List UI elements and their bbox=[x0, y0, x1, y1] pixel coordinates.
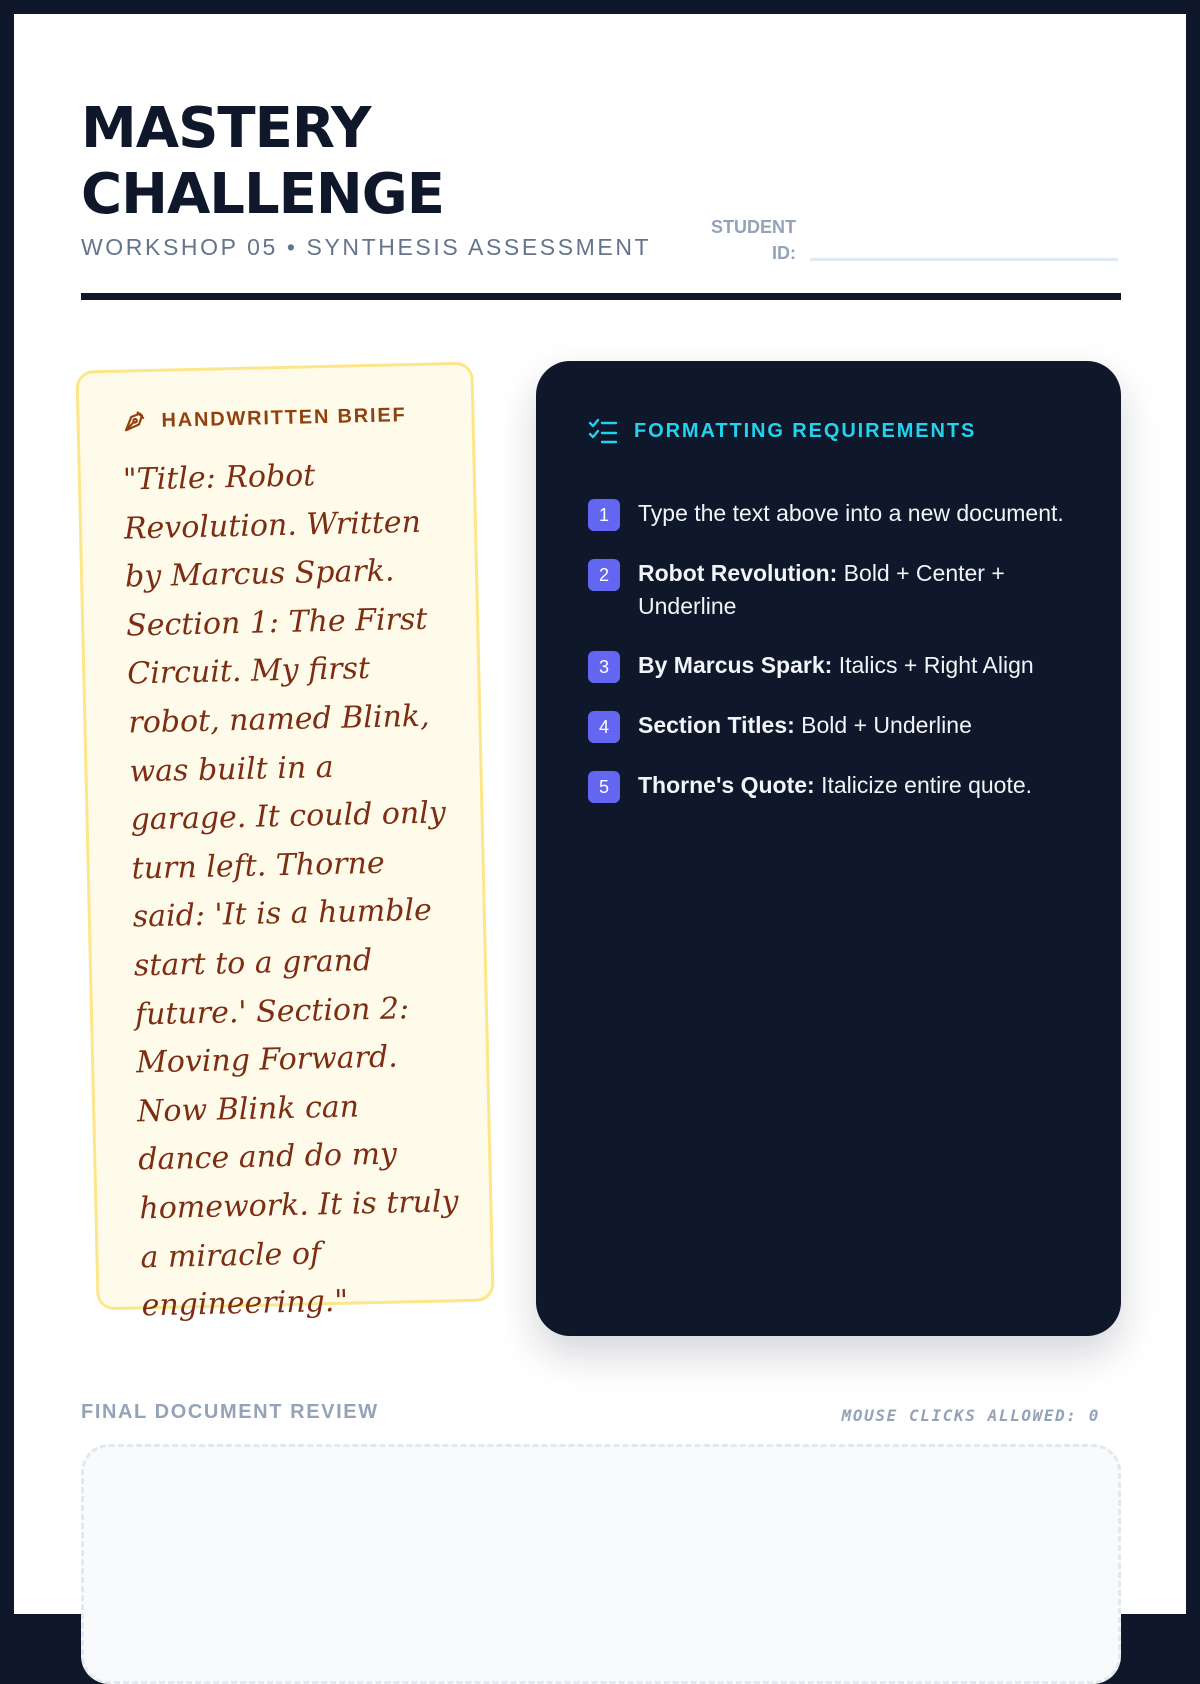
student-id-field[interactable] bbox=[706, 214, 1121, 270]
requirement-detail: Type the text above into a new document. bbox=[638, 500, 1064, 526]
brief-title: HANDWRITTEN BRIEF bbox=[161, 403, 407, 432]
pen-nib-icon bbox=[121, 408, 148, 435]
requirement-text bbox=[638, 709, 972, 742]
page-title: MASTERY CHALLENGE bbox=[81, 96, 445, 227]
requirement-text bbox=[638, 649, 1034, 682]
requirement-detail: Bold + Underline bbox=[794, 712, 972, 738]
brief-header bbox=[121, 401, 442, 434]
requirement-number-badge: 2 bbox=[588, 559, 620, 591]
requirement-text bbox=[638, 557, 1067, 623]
requirement-number-badge: 1 bbox=[588, 499, 620, 531]
requirement-text bbox=[638, 497, 1064, 530]
requirement-number-badge: 4 bbox=[588, 711, 620, 743]
final-review-label: FINAL DOCUMENT REVIEW bbox=[81, 1401, 379, 1423]
requirement-item bbox=[588, 497, 1067, 531]
requirement-number-badge: 5 bbox=[588, 771, 620, 803]
mouse-clicks-allowed: MOUSE CLICKS ALLOWED: 0 bbox=[841, 1406, 1100, 1425]
final-document-review-area[interactable] bbox=[81, 1444, 1121, 1684]
student-id-label: STUDENT ID: bbox=[711, 217, 796, 263]
checklist-icon bbox=[588, 417, 618, 445]
student-id-input-line[interactable] bbox=[810, 258, 1118, 261]
requirement-detail: Italics + Right Align bbox=[832, 652, 1034, 678]
requirement-item bbox=[588, 769, 1067, 803]
requirement-detail: Italicize entire quote. bbox=[814, 772, 1033, 798]
requirement-keyword: Robot Revolution: bbox=[638, 560, 838, 586]
requirement-text bbox=[638, 769, 1032, 802]
requirement-detail: Bold + Center + Underline bbox=[638, 560, 1005, 619]
requirement-number-badge: 3 bbox=[588, 651, 620, 683]
brief-text: "Title: Robot Revolution. Written by Marcus Spark. Section 1: The First Circuit. My first robot, named Blink, was built in a garage. It could only turn left. Thorne said: 'It is a humble start to a grand future.' Section 2: Moving Forward. Now Blink can dance and do my homework. It is truly a miracle of engineering." bbox=[122, 458, 459, 1324]
worksheet-page bbox=[14, 14, 1186, 1614]
requirement-keyword: Section Titles: bbox=[638, 712, 795, 738]
requirement-item bbox=[588, 557, 1067, 623]
page-subtitle: WORKSHOP 05 • SYNTHESIS ASSESSMENT bbox=[81, 234, 652, 260]
header-divider bbox=[81, 293, 1121, 300]
requirement-keyword: Thorne's Quote: bbox=[638, 772, 815, 798]
handwritten-brief-card bbox=[75, 362, 494, 1324]
header bbox=[81, 96, 1121, 263]
requirement-item bbox=[588, 649, 1067, 683]
requirements-header bbox=[588, 417, 1067, 445]
formatting-requirements-card bbox=[536, 361, 1121, 1336]
requirement-keyword: By Marcus Spark: bbox=[638, 652, 833, 678]
requirement-item bbox=[588, 709, 1067, 743]
requirements-title: FORMATTING REQUIREMENTS bbox=[634, 419, 977, 442]
